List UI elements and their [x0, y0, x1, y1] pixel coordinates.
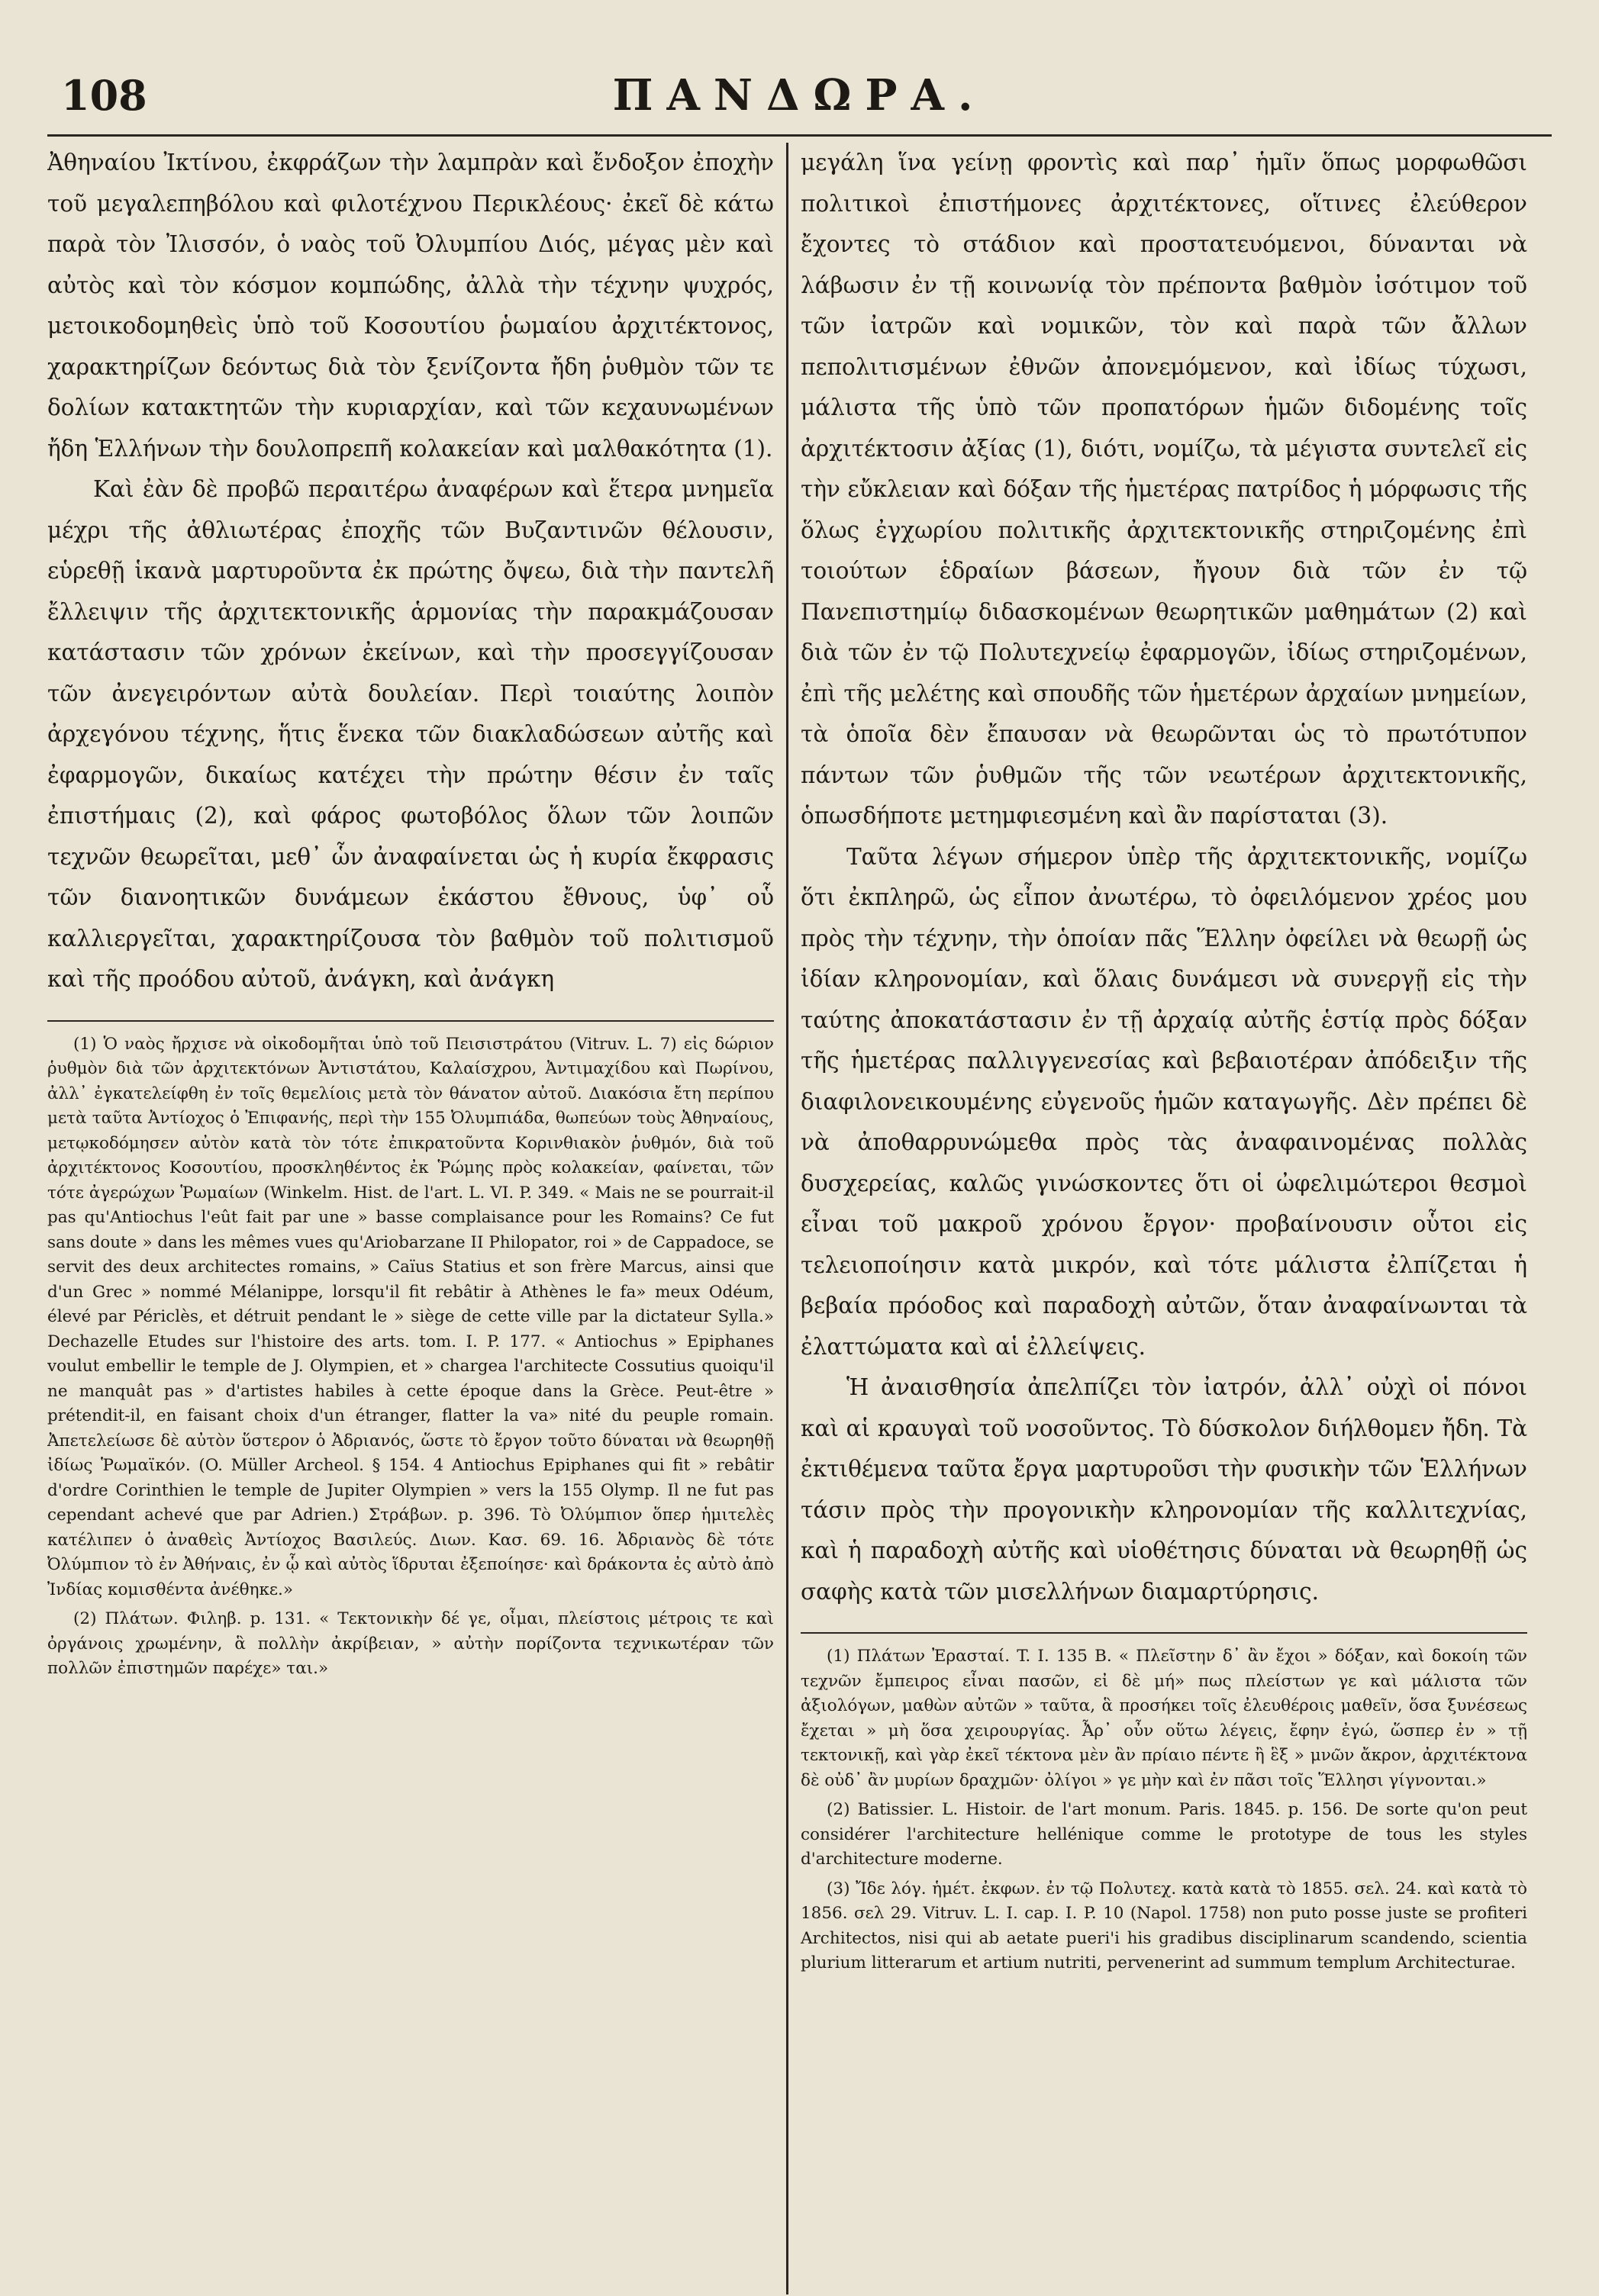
footnote-separator	[801, 1632, 1527, 1634]
paragraph: Ταῦτα λέγων σήμερον ὑπὲρ τῆς ἀρχιτεκτονικῆς, νομίζω ὅτι ἐκπληρῶ, ὡς εἶπον ἀνωτέρω, τὸ ὀφειλόμενον χρέος μου πρὸς τὴν τέχνην, τὴν ὁποίαν πᾶς Ἕλλην ὀφείλει νὰ θεωρῇ ὡς ἰδίαν κληρονομίαν, καὶ ὅλαις δυνάμεσι νὰ συνεργῇ εἰς τὴν ταύτης ἀποκατάστασιν ἐν τῇ ἀρχαίᾳ αὐτῆς ἑστίᾳ πρὸς δόξαν τῆς ἡμετέρας παλλιγγενεσίας καὶ βεβαιοτέραν ἀπόδειξιν τῆς διαφιλονεικουμένης εὐγενοῦς ἡμῶν καταγωγῆς. Δὲν πρέπει δὲ νὰ ἀποθαρρυνώμεθα πρὸς τὰς ἀναφαινομένας πολλὰς δυσχερείας, καλῶς γινώσκοντες ὅτι οἱ ὠφελιμώτεροι θεσμοὶ εἶναι τοῦ μακροῦ χρόνου ἔργον· προβαίνουσιν οὗτοι εἰς τελειοποίησιν κατὰ μικρόν, καὶ τότε μάλιστα ἐλπίζεται ἡ βεβαία πρόοδος καὶ παραδοχὴ αὐτῶν, ὅταν ἀναφαίνωνται τὰ ἐλαττώματα καὶ αἱ ἐλλείψεις.	[801, 843, 1527, 1360]
footnote: (1) Ὁ ναὸς ἤρχισε νὰ οἰκοδομῆται ὑπὸ τοῦ Πεισιστράτου (Vitruv. L. 7) εἰς δώριον ῥυθμὸν διὰ τῶν ἀρχιτεκτόνων Ἀντιστάτου, Καλαίσχρου, Ἀντιμαχίδου καὶ Πωρίνου, ἀλλ᾽ ἐγκατελείφθη ἐν τοῖς θεμελίοις μετὰ τὸν θάνατον αὐτοῦ. Διακόσια ἔτη περίπου μετὰ ταῦτα Ἀντίοχος ὁ Ἐπιφανής, περὶ τὴν 155 Ὀλυμπιάδα, θωπεύων τοὺς Ἀθηναίους, μετῳκοδόμησεν αὐτὸν κατὰ τὸν τότε ἐπικρατοῦντα Κορινθιακὸν ῥυθμόν, διὰ τοῦ ἀρχιτέκτονος Κοσουτίου, προσκληθέντος ἐκ Ῥώμης πρὸς κολακείαν, φαίνεται, τῶν τότε ἀγερώχων Ῥωμαίων (Winkelm. Hist. de l'art. L. VI. P. 349. « Mais ne se pourrait-il pas qu'Antiochus l'eût fait par une » basse complaisance pour les Romains? Ce fut sans doute » dans les mêmes vues qu'Ariobarzane II Philopator, roi » de Cappadoce, se servit des deux architectes romains, » Caïus Statius et son frère Marcus, ainsi que d'un Grec » nommé Mélanippe, lorsqu'il fit rebâtir à Athènes le fa» meux Odéum, élevé par Périclès, et détruit pendant le » siège de cette ville par la dictateur Sylla.» Dechazelle Etudes sur l'histoire des arts. tom. I. P. 177. « Antiochus » Epiphanes voulut embellir le temple de J. Olympien, et » chargea l'architecte Cossutius quoiqu'il ne manquât pas » d'artistes habiles à cette époque dans la Grèce. Peut-être » prétendit-il, en faisant choix d'un étranger, flatter la va» nité du peuple romain. Ἀπετελείωσε δὲ αὐτὸν ὕστερον ὁ Ἀδριανός, ὥστε τὸ ἔργον τοῦτο δύναται νὰ θεωρηθῇ ἰδίως Ῥωμαϊκόν. (O. Müller Archeol. § 154. 4 Antiochus Epiphanes qui fit » rebâtir d'ordre Corinthien le temple de Jupiter Olympien » vers la 155 Olymp. Il ne fut pas cependant achevé que par Adrien.) Στράβων. p. 396. Τὸ Ὀλύμπιον ὅπερ ἡμιτελὲς κατέλιπεν ὁ ἀναθεὶς Ἀντίοχος Βασιλεύς. Διων. Κασ. 69. 16. Ἀδριανὸς δὲ τότε Ὀλύμπιον τὸ ἐν Ἀθήναις, ἐν ᾧ καὶ αὐτὸς ἵδρυται ἐξεποίησε· καὶ δράκοντα ἐς αὐτὸ ἀπὸ Ἰνδίας κομισθέντα ἀνέθηκε.»	[47, 1034, 774, 1599]
footnote: (3) Ἴδε λόγ. ἡμέτ. ἐκφων. ἐν τῷ Πολυτεχ. κατὰ κατὰ τὸ 1855. σελ. 24. καὶ κατὰ τὸ 1856. σελ 29. Vitruv. L. I. cap. I. P. 10 (Napol. 1758) non puto posse juste se profiteri Architectos, nisi qui ab aetate pueri'i his gradibus disciplinarum scandendo, scientia plurium litterarum et artium nutriti, pervenerint ad summum templum Architecturae.	[801, 1879, 1527, 1972]
two-column-body	[47, 143, 1552, 2294]
paragraph: Ἡ ἀναισθησία ἀπελπίζει τὸν ἰατρόν, ἀλλ᾽ οὐχὶ οἱ πόνοι καὶ αἱ κραυγαὶ τοῦ νοσοῦντος. Τὸ δύσκολον διήλθομεν ἤδη. Τὰ ἐκτιθέμενα ταῦτα ἔργα μαρτυροῦσι τὴν φυσικὴν τῶν Ἑλλήνων τάσιν πρὸς τὴν προγονικὴν κληρονομίαν τῆς καλλιτεχνίας, καὶ ἡ παραδοχὴ αὐτῆς καὶ υἱοθέτησις δύναται νὰ θεωρηθῇ ὡς σαφὴς κατὰ τῶν μισελλήνων διαμαρτύρησις.	[801, 1374, 1527, 1605]
left-column	[47, 143, 786, 2294]
footnote: (2) Batissier. L. Histoir. de l'art monum. Paris. 1845. p. 156. De sorte qu'on peut considérer l'architecture hellénique comme le prototype de tous les styles d'architecture moderne.	[801, 1800, 1527, 1869]
footnote: (2) Πλάτων. Φιληβ. p. 131. « Τεκτονικὴν δέ γε, οἶμαι, πλείστοις μέτροις τε καὶ ὀργάνοις χρωμένην, ἃ πολλὴν ἀκρίβειαν, » αὐτὴν πορίζοντα τεχνικωτέραν τῶν πολλῶν ἐπιστημῶν παρέχε» ται.»	[47, 1609, 774, 1678]
right-column	[788, 143, 1527, 2294]
paragraph: μεγάλη ἵνα γείνῃ φροντὶς καὶ παρ᾽ ἡμῖν ὅπως μορφωθῶσι πολιτικοὶ ἐπιστήμονες ἀρχιτέκτονες, οἵτινες ἐλεύθερον ἔχοντες τὸ στάδιον καὶ προστατευόμενοι, δύνανται νὰ λάβωσιν ἐν τῇ κοινωνίᾳ τὸν πρέποντα βαθμὸν ἰσότιμον τοῦ τῶν ἰατρῶν καὶ νομικῶν, τὸν καὶ παρὰ τῶν ἄλλων πεπολιτισμένων ἐθνῶν ἀπονεμόμενον, καὶ ἰδίως τύχωσι, μάλιστα τῆς ὑπὸ τῶν προπατόρων ἡμῶν διδομένης τοῖς ἀρχιτέκτοσιν ἀξίας (1), διότι, νομίζω, τὰ μέγιστα συντελεῖ εἰς τὴν εὔκλειαν καὶ δόξαν τῆς ἡμετέρας πατρίδος ἡ μόρφωσις τῆς ὅλως ἐγχωρίου πολιτικῆς ἀρχιτεκτονικῆς στηριζομένης ἐπὶ τοιούτων ἑδραίων βάσεων, ἤγουν διὰ τῶν ἐν τῷ Πανεπιστημίῳ διδασκομένων θεωρητικῶν μαθημάτων (2) καὶ διὰ τῶν ἐν τῷ Πολυτεχνείῳ ἐφαρμογῶν, ἰδίως στηριζομένων, ἐπὶ τῆς μελέτης καὶ σπουδῆς τῶν ἡμετέρων ἀρχαίων μνημείων, τὰ ὁποῖα δὲν ἔπαυσαν νὰ θεωρῶνται ὡς τὸ πρωτότυπον πάντων τῶν ῥυθμῶν τῆς τῶν νεωτέρων ἀρχιτεκτονικῆς, ὁπωσδήποτε μετημφιεσμένη καὶ ἂν παρίσταται (3).	[801, 150, 1527, 829]
footnote: (1) Πλάτων Ἐρασταί. T. I. 135 B. « Πλεῖστην δ᾽ ἂν ἔχοι » δόξαν, καὶ δοκοίη τῶν τεχνῶν ἔμπειρος εἶναι πασῶν, εἰ δὲ μή» πως πλείστων γε καὶ μάλιστα τῶν ἀξιολόγων, μαθὼν αὐτῶν » ταῦτα, ἃ προσήκει τοῖς ἐλευθέροις μαθεῖν, ὅσα ξυνέσεως ἔχεται » μὴ ὅσα χειρουργίας. Ἆρ᾽ οὖν οὕτω λέγεις, ἔφην ἐγώ, ὥσπερ ἐν » τῇ τεκτονικῇ, καὶ γὰρ ἐκεῖ τέκτονα μὲν ἂν πρίαιο πέντε ἢ ἓξ » μνῶν ἄκρον, ἀρχιτέκτονα δὲ οὐδ᾽ ἂν μυρίων δραχμῶν· ὀλίγοι » γε μὴν καὶ ἐν πᾶσι τοῖς Ἕλλησι γίγνονται.»	[801, 1647, 1527, 1790]
page-number: 108	[61, 71, 147, 120]
right-footnotes	[801, 1644, 1527, 1976]
left-footnotes	[47, 1032, 774, 1682]
left-column-text	[47, 143, 774, 1000]
running-head: ΠΑΝΔΩΡΑ.	[612, 70, 987, 121]
paragraph: Καὶ ἐὰν δὲ προβῶ περαιτέρω ἀναφέρων καὶ ἕτερα μνημεῖα μέχρι τῆς ἀθλιωτέρας ἐποχῆς τῶν Βυζαντινῶν θέλουσιν, εὑρεθῇ ἱκανὰ μαρτυροῦντα ἐκ πρώτης ὄψεω, διὰ τὴν παντελῆ ἔλλειψιν τῆς ἀρχιτεκτονικῆς ἁρμονίας τὴν παρακμάζουσαν κατάστασιν τῶν χρόνων ἐκείνων, καὶ τὴν προσεγγίζουσαν τῶν ἀνεγειρόντων αὐτὰ δουλείαν. Περὶ τοιαύτης λοιπὸν ἀρχεγόνου τέχνης, ἥτις ἕνεκα τῶν διακλαδώσεων αὐτῆς καὶ ἐφαρμογῶν, δικαίως κατέχει τὴν πρώτην θέσιν ἐν ταῖς ἐπιστήμαις (2), καὶ φάρος φωτοβόλος ὅλων τῶν λοιπῶν τεχνῶν θεωρεῖται, μεθ᾽ ὧν ἀναφαίνεται ὡς ἡ κυρία ἔκφρασις τῶν διανοητικῶν δυνάμεων ἑκάστου ἔθνους, ὑφ᾽ οὗ καλλιεργεῖται, χαρακτηρίζουσα τὸν βαθμὸν τοῦ πολιτισμοῦ καὶ τῆς προόδου αὐτοῦ, ἀνάγκη, καὶ ἀνάγκη	[47, 476, 774, 992]
footnote-separator	[47, 1020, 774, 1022]
right-column-text	[801, 143, 1527, 1612]
page-header	[47, 69, 1552, 137]
paragraph: Ἀθηναίου Ἰκτίνου, ἐκφράζων τὴν λαμπρὰν καὶ ἔνδοξον ἐποχὴν τοῦ μεγαλεπηβόλου καὶ φιλοτέχνου Περικλέους· ἐκεῖ δὲ κάτω παρὰ τὸν Ἰλισσόν, ὁ ναὸς τοῦ Ὀλυμπίου Διός, μέγας μὲν καὶ αὐτὸς καὶ τὸν κόσμον κομπώδης, ἀλλὰ τὴν τέχνην ψυχρός, μετοικοδομηθεὶς ὑπὸ τοῦ Κοσουτίου ῥωμαίου ἀρχιτέκτονος, χαρακτηρίζων δεόντως διὰ τὸν ξενίζοντα ἤδη ῥυθμὸν τῶν τε δολίων κατακτητῶν τὴν κυριαρχίαν, καὶ τῶν κεχαυνωμένων ἤδη Ἑλλήνων τὴν δουλοπρεπῆ κολακείαν καὶ μαλθακότητα (1).	[47, 150, 774, 462]
